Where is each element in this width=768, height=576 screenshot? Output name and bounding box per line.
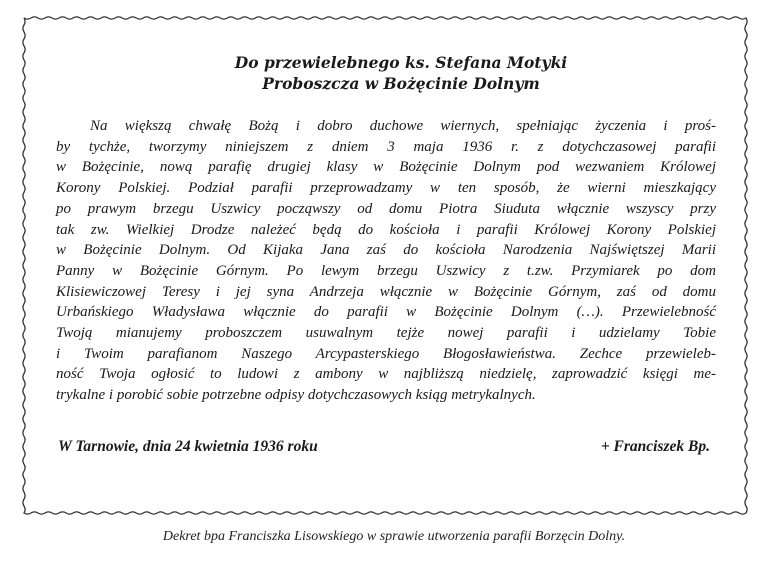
body-line: Korony Polskiej. Podział parafii przeprowadzamy w ten sposób, że wierni mieszkający bbox=[56, 180, 716, 197]
body-line: Na większą chwałę Bożą i dobro duchowe wiernych, spełniając życzenia i proś- bbox=[90, 118, 716, 134]
body-line: w Bożęcinie, nową parafię drugiej klasy w Bożęcinie Dolnym pod wezwaniem Królowej bbox=[56, 159, 716, 176]
body-line: tak zw. Wielkiej Drodze należeć będą do kościoła i parafii Królowej Korony Polskiej bbox=[56, 221, 716, 238]
body-line: ność Twoja ogłosić to ludowi z ambony w najbliższą niedzielę, zaprowadzić księgi me- bbox=[56, 366, 716, 383]
body-line: Twoją mianujemy proboszczem usuwalnym tejże nowej parafii i udzielamy Tobie bbox=[56, 325, 716, 342]
body-line: Urbańskiego Władysława włącznie do parafii w Bożęcinie Dolnym (…). Przewielebność bbox=[56, 304, 716, 321]
place-and-date: W Tarnowie, dnia 24 kwietnia 1936 roku bbox=[58, 438, 318, 455]
body-line: i Twoim parafianom Naszego Arcypasterskiego Błogosławieństwa. Zechce przewieleb- bbox=[56, 345, 716, 362]
document-heading bbox=[86, 52, 716, 94]
body-line: Klisiewiczowej Teresy i jej syna Andrzeja włącznie w Bożęcinie Górnym, zaś od domu bbox=[56, 283, 716, 300]
heading-line-1: Do przewielebnego ks. Stefana Motyki bbox=[234, 53, 568, 72]
body-line: Panny w Bożęcinie Górnym. Po lewym brzegu Uszwicy z t.zw. Przymiarek po dom bbox=[56, 262, 716, 279]
figure-caption: Dekret bpa Franciszka Lisowskiego w sprawie utworzenia parafii Borzęcin Dolny. bbox=[162, 529, 626, 544]
decree-body bbox=[56, 116, 716, 406]
heading-line-2: Proboszcza w Bożęcinie Dolnym bbox=[262, 74, 540, 93]
bishop-signature: + Franciszek Bp. bbox=[600, 438, 710, 455]
decree-document bbox=[56, 52, 716, 455]
body-line: po prawym brzegu Uszwicy począwszy od domu Piotra Siuduta włącznie wszyscy przy bbox=[56, 200, 716, 217]
body-line: trykalne i porobić sobie potrzebne odpisy dotychczasowych ksiąg metrykalnych. bbox=[56, 387, 536, 404]
body-line: by tychże, tworzymy niniejszem z dniem 3 maja 1936 r. z dotychczasowej parafii bbox=[56, 138, 716, 155]
body-line: w Bożęcinie Dolnym. Od Kijaka Jana zaś do kościoła Narodzenia Najświętszej Marii bbox=[56, 242, 716, 259]
